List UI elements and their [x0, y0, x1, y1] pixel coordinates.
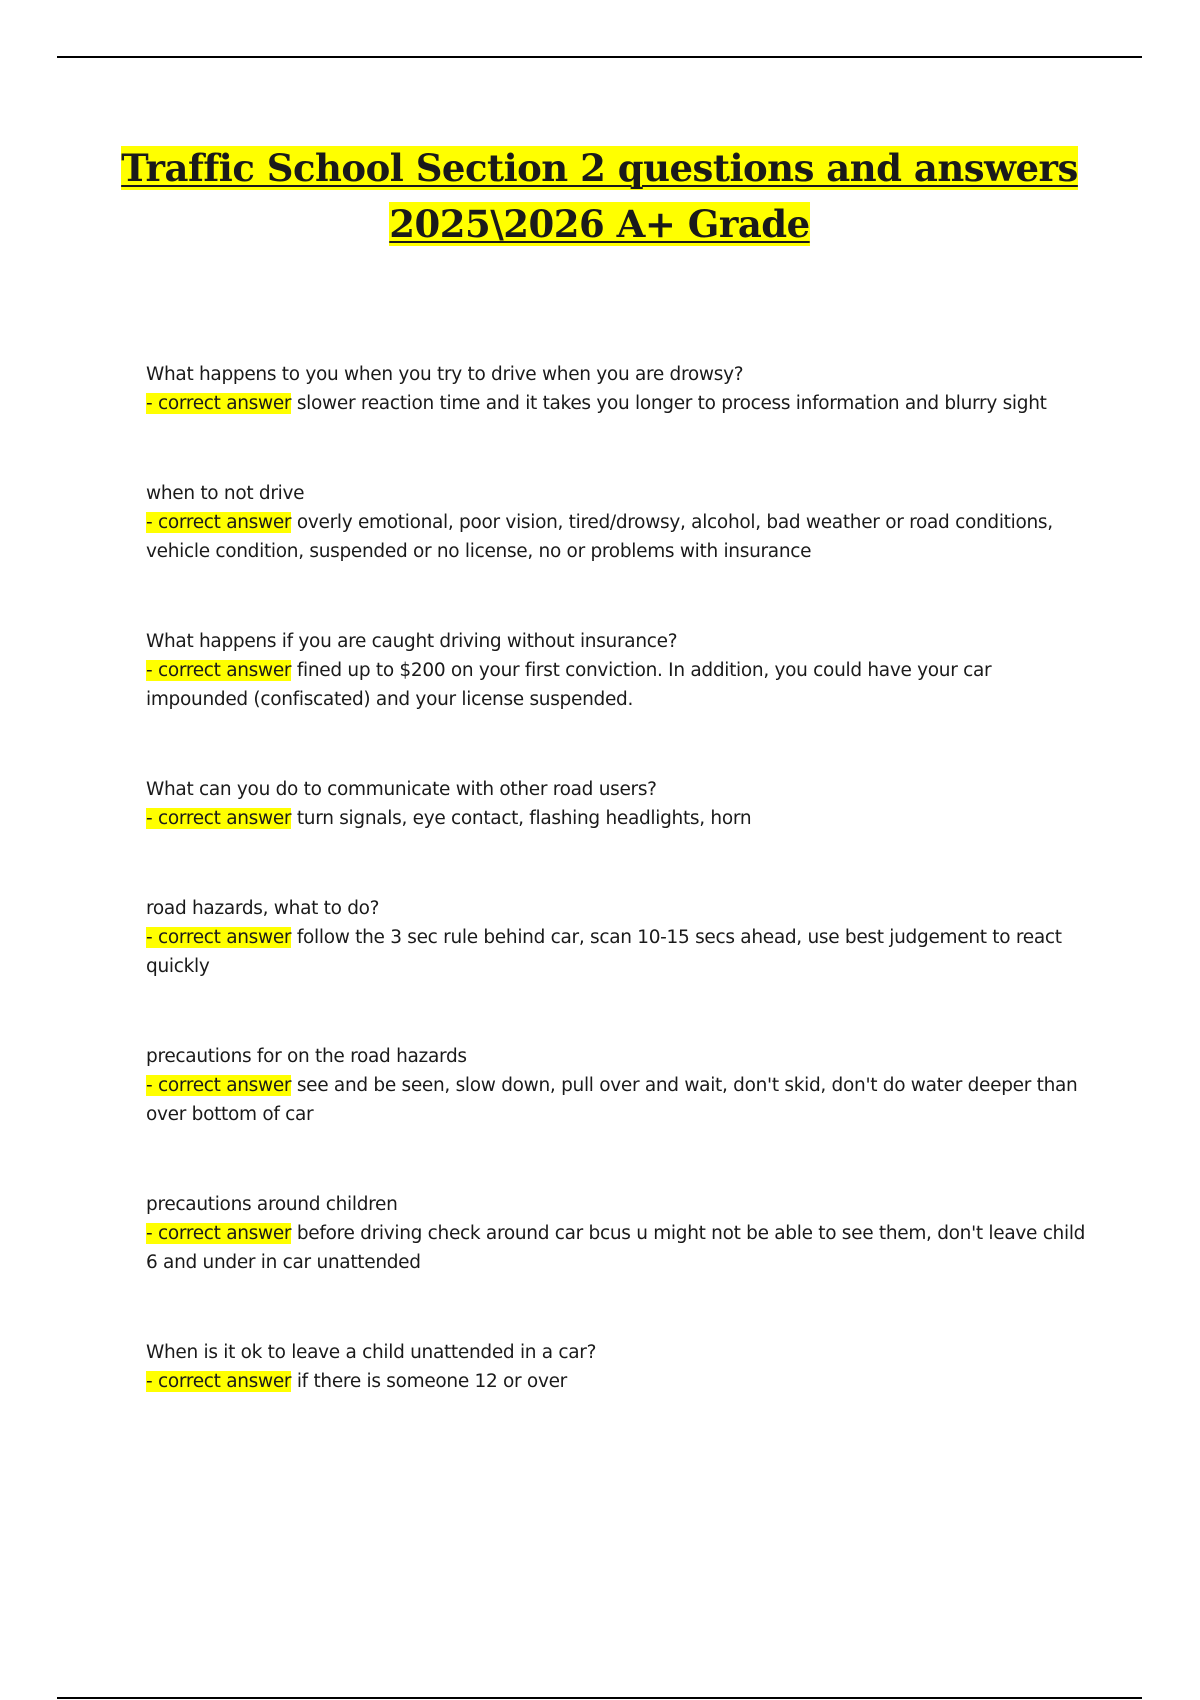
question-text: What can you do to communicate with other road users? [146, 779, 657, 800]
answer-text: see and be seen, slow down, pull over and wait, don't skid, don't do water deeper than over bottom of car [146, 1075, 1078, 1125]
bottom-rule [57, 1697, 1142, 1699]
answer-text: follow the 3 sec rule behind car, scan 10-15 secs ahead, use best judgement to react quickly [146, 927, 1062, 977]
title-line-1: Traffic School Section 2 questions and answers [121, 146, 1078, 190]
qa-item [146, 1190, 1091, 1277]
answer-label: - correct answer [146, 393, 292, 414]
question-text: precautions around children [146, 1194, 398, 1215]
qa-list [146, 360, 1091, 1396]
qa-item [146, 479, 1091, 566]
qa-item [146, 360, 1091, 418]
question-text: road hazards, what to do? [146, 898, 380, 919]
answer-text: slower reaction time and it takes you longer to process information and blurry sight [296, 393, 1047, 414]
answer-label: - correct answer [146, 808, 292, 829]
qa-item [146, 627, 1091, 714]
answer-text: overly emotional, poor vision, tired/drowsy, alcohol, bad weather or road conditions, vehicle condition, suspended or no license, no or problems with insurance [146, 512, 1053, 562]
question-text: What happens to you when you try to drive when you are drowsy? [146, 364, 744, 385]
title-line-2: 2025\2026 A+ Grade [389, 202, 810, 246]
answer-label: - correct answer [146, 1075, 292, 1096]
answer-label: - correct answer [146, 927, 292, 948]
question-text: When is it ok to leave a child unattended in a car? [146, 1342, 597, 1363]
qa-item [146, 894, 1091, 981]
qa-item [146, 775, 1091, 833]
answer-label: - correct answer [146, 660, 292, 681]
question-text: precautions for on the road hazards [146, 1046, 467, 1067]
top-rule [57, 56, 1142, 58]
qa-item [146, 1042, 1091, 1129]
document-title [57, 140, 1142, 252]
answer-text: if there is someone 12 or over [296, 1371, 567, 1392]
answer-text: turn signals, eye contact, flashing headlights, horn [296, 808, 752, 829]
answer-label: - correct answer [146, 1371, 292, 1392]
answer-label: - correct answer [146, 1223, 292, 1244]
answer-label: - correct answer [146, 512, 292, 533]
answer-text: before driving check around car bcus u might not be able to see them, don't leave child 6 and under in car unattended [146, 1223, 1086, 1273]
question-text: when to not drive [146, 483, 305, 504]
qa-item [146, 1338, 1091, 1396]
answer-text: fined up to $200 on your first conviction. In addition, you could have your car impounded (confiscated) and your license suspended. [146, 660, 992, 710]
question-text: What happens if you are caught driving without insurance? [146, 631, 678, 652]
